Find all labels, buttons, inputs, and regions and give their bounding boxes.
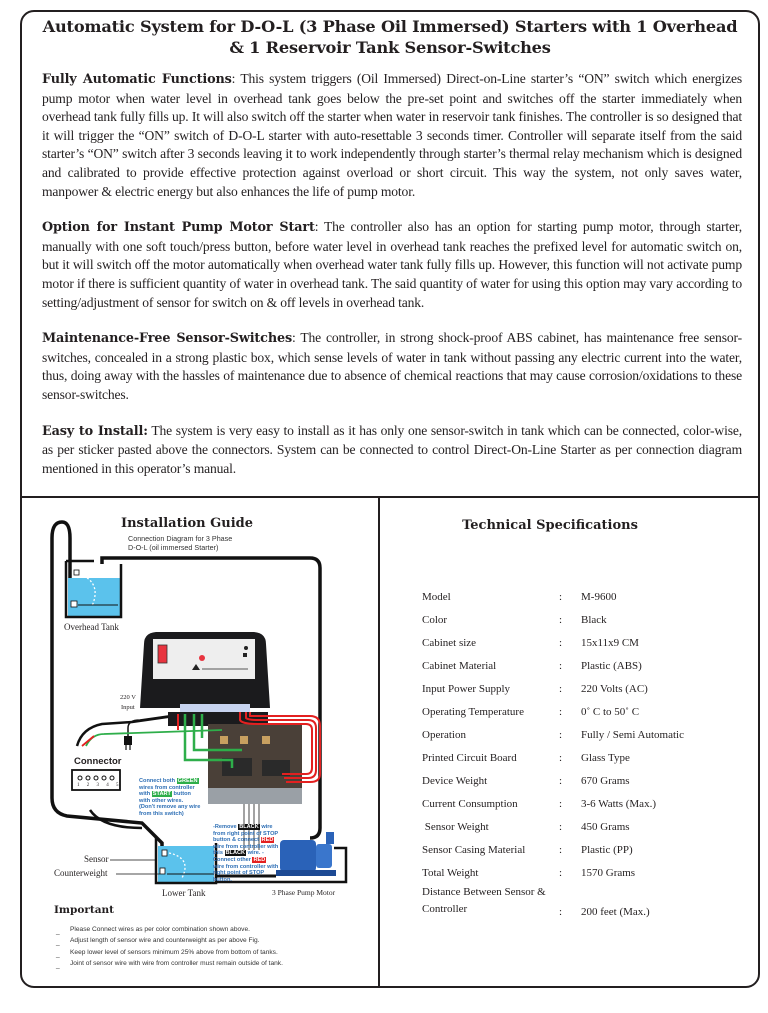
section-fully-automatic: Fully Automatic Functions: This system triggers (Oil Immersed) Direct-on-Line starter’s “ON” switch which energizes pump motor when water level in overhead tank goes below the pre-set point and switches off the starter immediately when overhead tank fully fills up. It will also switch off the starter when water in reservoir tank finishes. The controller is so designed that it will trigger the “ON” switch of D-O-L starter with auto-resettable 3 seconds timer. Controller will separate itself from the said starter’s “ON” switch after 3 seconds leaving it to work independently through starter’s thermal relay mechanism which is designed and calibrated to provide effective protection against overload or short circuit. This way the system, not only saves water, manpower & electric energy but also enhances the life of pump motor. bbox=[42, 71, 742, 199]
document-title: Automatic System for D-O-L (3 Phase Oil Immersed) Starters with 1 Overhead & 1 Reservoir Tank Sensor-Switches bbox=[42, 17, 738, 57]
overhead-tank-icon bbox=[66, 561, 121, 617]
section-maintenance-free: Maintenance-Free Sensor-Switches: The controller, in strong shock-proof ABS cabinet, has maintenance free sensor-switches, concealed in a strong plastic box, which sense levels of water in tank without passing any electric current into the water, thus, doing away with the hassles of maintenance due to absence of chemical reactions that may cause corrosion/oxidations to these sensor-switches. bbox=[42, 330, 742, 402]
important-notes-list bbox=[56, 924, 283, 970]
sensor-label: Sensor bbox=[84, 854, 109, 864]
spec-row-sensor-casing: Sensor Casing Material : Plastic (PP) bbox=[422, 843, 633, 856]
input-voltage-label: 220 V bbox=[120, 694, 136, 701]
spec-row-operating-temperature: Operating Temperature : 0˚ C to 50˚ C bbox=[422, 705, 640, 718]
controller-device-icon bbox=[140, 632, 270, 726]
red-wire-instruction: -Remove BLACK wire from right point of STOP button & connect RED wire from controller with this BLACK wire. -Connect other RED wire from controller with right point of STOP button. bbox=[213, 824, 279, 883]
spec-row-sensor-weight: Sensor Weight : 450 Grams bbox=[422, 820, 630, 833]
section-heading: Fully Automatic Functions bbox=[42, 72, 232, 87]
spec-row-total-weight: Total Weight : 1570 Grams bbox=[422, 866, 636, 879]
section-instant-start: Option for Instant Pump Motor Start: The controller also has an option for starting pump motor, through starter, manually with one soft touch/press button, before water level in overhead tank reaches the prefixed level for automatic switch on, but it will switch off the motor automatically when overhead water tank fully fills up. However, this function will not activate pump motor if there is sufficient quantity of water in overhead tank. The said quantity of water for using this option may vary according to setting/adjustment of sensor for switch on & off levels in overhead tank. bbox=[42, 219, 742, 310]
technical-specifications-panel bbox=[380, 498, 760, 988]
green-wire-instruction: Connect both GREEN wires from controller with START button with other wires. (Don't remove any wire from this switch) bbox=[139, 778, 201, 817]
section-heading: Option for Instant Pump Motor Start bbox=[42, 220, 315, 236]
spec-row-cabinet-size: Cabinet size : 15x11x9 CM bbox=[422, 636, 639, 649]
section-easy-install bbox=[42, 422, 742, 479]
list-item: _ Keep lower level of sensors minimum 25% above from bottom of tanks. bbox=[56, 948, 278, 958]
specifications-table bbox=[422, 585, 742, 922]
list-item: _ Joint of sensor wire with wire from controller must remain outside of tank. bbox=[56, 960, 283, 970]
spec-row-pcb: Printed Circuit Board : Glass Type bbox=[422, 751, 630, 764]
important-heading: Important bbox=[54, 904, 115, 916]
section-body: This system triggers (Oil Immersed) Direct-on-Line starter’s “ON” switch which energizes pump motor when water level in overhead tank goes below the pre-set point and switches off the starter immediately when overhead tank fully fills up. It will also switch off the starter when water in reservoir tank finishes. The controller is so designed that it will trigger the “ON” switch of D-O-L starter with auto-resettable 3 seconds timer. Controller will separate itself from the said starter’s “ON” switch after 3 seconds leaving it to work independently through starter’s thermal relay mechanism which is designed and calibrated to provide effective protection against overload or short circuit. This way the system, not only saves water, manpower & electric energy but also enhances the life of pump motor. bbox=[42, 71, 742, 199]
spec-row-current-consumption: Current Consumption : 3-6 Watts (Max.) bbox=[422, 797, 656, 810]
installation-guide-panel bbox=[22, 498, 378, 988]
page-frame bbox=[20, 10, 760, 988]
installation-guide-title: Installation Guide bbox=[120, 516, 254, 531]
pump-motor-label: 3 Phase Pump Motor bbox=[272, 888, 336, 897]
spec-row-input-power: Input Power Supply : 220 Volts (AC) bbox=[422, 682, 648, 695]
spec-row-sensor-distance: Distance Between Sensor & Controller : 200 feet (Max.) bbox=[422, 886, 650, 918]
connector-label: Connector bbox=[74, 756, 122, 767]
section-body: The system is very easy to install as it has only one sensor-switch in tank which can be connected, color-wise, as per sticker pasted above the connectors. System can be connected to control Direct-On-Line Starter as per connection diagram mentioned in this operator’s manual. bbox=[42, 422, 742, 476]
section-heading: Easy to Install: bbox=[42, 423, 148, 439]
list-item: _ Please Connect wires as per color combination shown above. bbox=[56, 926, 250, 935]
spec-row-cabinet-material: Cabinet Material : Plastic (ABS) bbox=[422, 659, 642, 672]
counterweight-label: Counterweight bbox=[54, 868, 108, 878]
diagram-subtitle: Connection Diagram for 3 Phase D-O-L (oil immersed Starter) bbox=[128, 534, 233, 552]
spec-row-model: Model : M-9600 bbox=[422, 590, 617, 603]
connector-pins-label: 1 2 3 4 5 bbox=[77, 783, 122, 788]
feature-descriptions bbox=[42, 70, 742, 495]
input-label: Input bbox=[121, 704, 135, 711]
spec-row-device-weight: Device Weight : 670 Grams bbox=[422, 774, 630, 787]
list-item: _ Adjust length of sensor wire and counterweight as per above Fig. bbox=[56, 937, 260, 947]
spec-row-operation: Operation : Fully / Semi Automatic bbox=[422, 728, 684, 741]
dol-starter-image bbox=[208, 724, 302, 804]
section-body: The controller, in strong shock-proof ABS cabinet, has maintenance free sensor-switches, concealed in a strong plastic box, which sense levels of water in tank without passing any electric current into the water, thus, doing away with the hassles of maintenance due to absence of chemical reactions that may cause corrosion/oxidations to these sensor-switches. bbox=[42, 330, 742, 402]
spec-row-color: Color : Black bbox=[422, 613, 607, 626]
section-heading: Maintenance-Free Sensor-Switches bbox=[42, 331, 293, 347]
lower-tank-label: Lower Tank bbox=[162, 888, 206, 898]
connection-diagram bbox=[22, 498, 378, 908]
section-body: The controller also has an option for starting pump motor, through starter, manually with one soft touch/press button, before water level in overhead tank reaches the prefixed level for automatic switch on, but it will switch off the motor automatically when overhead water tank fully fills up. However, this function will not activate pump motor if there is sufficient quantity of water in overhead tank. The said quantity of water for using this option may vary according to setting/adjustment of sensor for switch on & off levels in overhead tank. bbox=[42, 219, 742, 310]
overhead-tank-label: Overhead Tank bbox=[64, 622, 119, 632]
specifications-title: Technical Specifications bbox=[462, 518, 638, 533]
